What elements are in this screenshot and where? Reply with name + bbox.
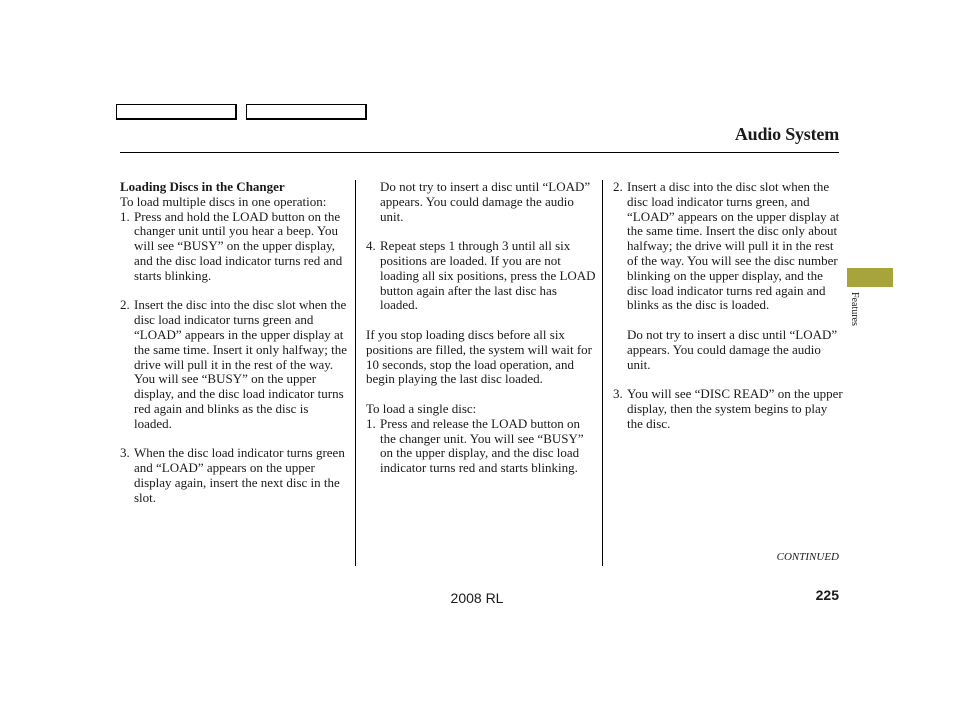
step-number: 4. bbox=[366, 238, 376, 254]
nav-button-2[interactable] bbox=[246, 104, 367, 120]
step-text: Insert a disc into the disc slot when the disc load indicator turns green, and “LOAD” appears on the upper display at the same time. Insert the disc only about halfway; the drive will pull it in the rest of the way. You will see the disc number blinking on the upper display, and the disc load indicator turns red again and blinks as the disc is loaded. bbox=[627, 179, 840, 313]
model-name: 2008 RL bbox=[450, 590, 504, 606]
section-tab-label: Features bbox=[849, 292, 860, 326]
step-text: You will see “DISC READ” on the upper display, then the system begins to play the disc. bbox=[627, 386, 843, 431]
step-text: Press and hold the LOAD button on the changer unit until you hear a beep. You will see “BUSY” on the upper display, and the disc load indicator turns red and starts blinking. bbox=[134, 208, 343, 283]
column-1 bbox=[120, 180, 348, 506]
single-step-3 bbox=[613, 387, 843, 431]
step-number: 3. bbox=[613, 386, 623, 402]
nav-button-1[interactable] bbox=[116, 104, 237, 120]
step-number: 3. bbox=[120, 445, 130, 461]
step-text: Repeat steps 1 through 3 until all six positions are loaded. If you are not loading all six positions, press the LOAD button again after the last disc has loaded. bbox=[380, 238, 596, 313]
page-number: 225 bbox=[815, 587, 839, 603]
single-step-2 bbox=[613, 180, 843, 313]
intro-text: To load multiple discs in one operation: bbox=[120, 193, 327, 209]
caution-note: Do not try to insert a disc until “LOAD” appears. You could damage the audio unit. bbox=[627, 326, 838, 372]
continued-label: CONTINUED bbox=[776, 551, 839, 563]
step-number: 1. bbox=[120, 208, 130, 224]
step-number: 2. bbox=[120, 297, 130, 313]
step-text: When the disc load indicator turns green and “LOAD” appears on the upper display again, insert the next disc in the slot. bbox=[134, 445, 345, 505]
step-number: 1. bbox=[366, 415, 376, 431]
caution-note: Do not try to insert a disc until “LOAD” appears. You could damage the audio unit. bbox=[380, 179, 591, 224]
section-heading: Loading Discs in the Changer bbox=[120, 179, 285, 194]
page-title: Audio System bbox=[734, 124, 839, 144]
step-number: 2. bbox=[613, 179, 623, 194]
step-3 bbox=[120, 446, 348, 505]
single-disc-intro: To load a single disc: bbox=[366, 400, 477, 416]
column-2 bbox=[366, 180, 598, 476]
column-divider-2 bbox=[602, 180, 603, 566]
column-3 bbox=[613, 180, 843, 432]
column-divider-1 bbox=[355, 180, 356, 566]
step-text: Press and release the LOAD button on the changer unit. You will see “BUSY” on the upper display, and the disc load indicator turns red and starts blinking. bbox=[380, 415, 584, 476]
single-step-1 bbox=[366, 417, 598, 476]
step-text: Insert the disc into the disc slot when the disc load indicator turns green and “LOAD” appears in the upper display at the same time. Insert it only halfway; the drive will pull it in the rest of the way. You will see “BUSY” on the upper display, and the disc load indicator turns red again and blinks as the disc is loaded. bbox=[134, 297, 347, 431]
step-2 bbox=[120, 298, 348, 431]
stop-loading-paragraph: If you stop loading discs before all six positions are filled, the system will wait for 10 seconds, stop the load operation, and begin playing the last disc loaded. bbox=[366, 326, 593, 387]
header-divider bbox=[120, 152, 839, 153]
step-4 bbox=[366, 239, 598, 313]
step-1 bbox=[120, 210, 348, 284]
section-tab-marker bbox=[847, 268, 893, 287]
